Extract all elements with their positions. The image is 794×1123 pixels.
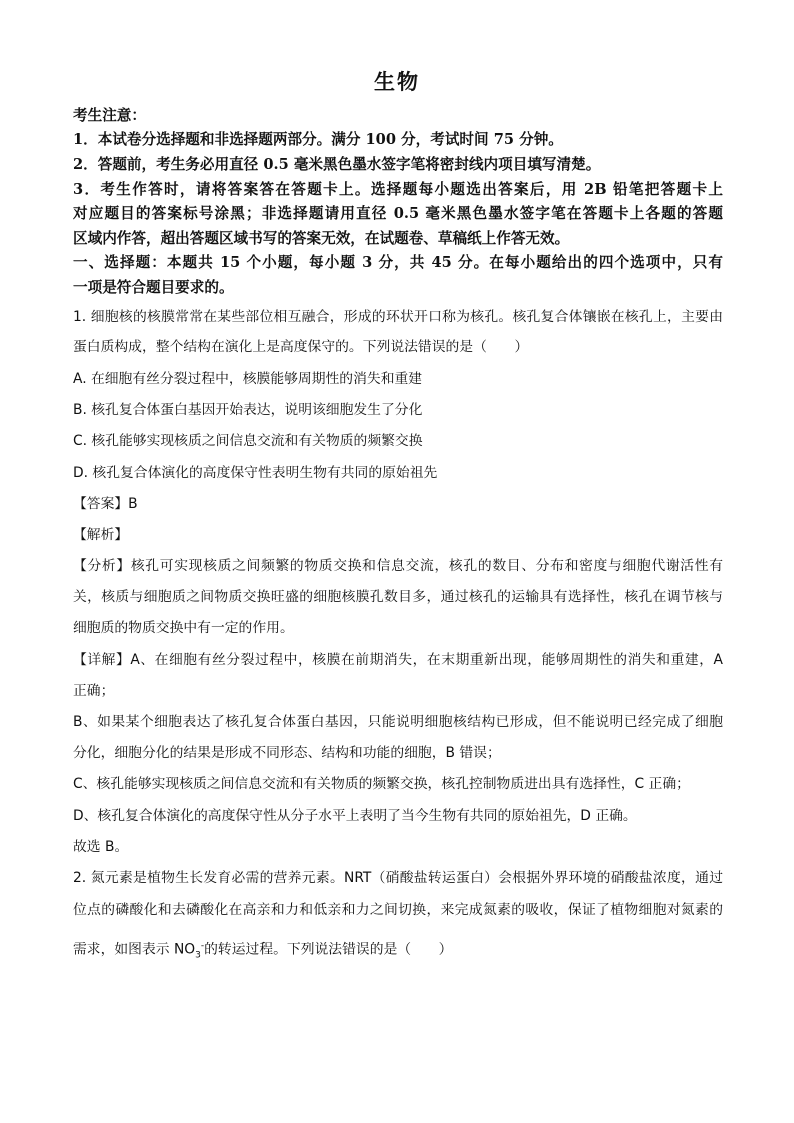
notice-item: 对应题目的答案标号涂黑；非选择题请用直径 0.5 毫米黑色墨水签字笔在答题卡上各题的答题 [73, 205, 723, 222]
question-stem: 2. 氮元素是植物生长发育必需的营养元素。NRT（硝酸盐转运蛋白）会根据外界环境的硝酸盐浓度，通过 [73, 870, 723, 886]
section-heading: 一、选择题：本题共 15 个小题，每小题 3 分，共 45 分。在每小题给出的四个选项中，只有 [73, 254, 723, 271]
analysis-line: 关，核质与细胞质之间物质交换旺盛的细胞核膜孔数目多，通过核孔的运输具有选择性，核孔在调节核与 [73, 589, 723, 605]
notice-item: 3．考生作答时，请将答案答在答题卡上。选择题每小题选出答案后，用 2B 铅笔把答题卡上 [73, 181, 723, 198]
analysis-line: 【分析】核孔可实现核质之间频繁的物质交换和信息交流，核孔的数目、分布和密度与细胞代谢活性有 [73, 558, 723, 574]
stem-text: 需求，如图表示 NO [73, 941, 196, 958]
question-stem: 1. 细胞核的核膜常常在某些部位相互融合，形成的环状开口称为核孔。核孔复合体镶嵌在核孔上，主要由 [73, 309, 723, 325]
question-stem [73, 936, 723, 965]
detail-line: B、如果某个细胞表达了核孔复合体蛋白基因，只能说明细胞核结构已形成，但不能说明已经完成了细胞 [73, 714, 723, 730]
detail-line: 分化，细胞分化的结果是形成不同形态、结构和功能的细胞，B 错误； [73, 745, 501, 761]
notice-heading: 考生注意： [73, 107, 146, 124]
section-heading: 一项是符合题目要求的。 [73, 279, 234, 296]
option-b: B. 核孔复合体蛋白基因开始表达，说明该细胞发生了分化 [73, 402, 423, 418]
question-stem: 蛋白质构成，整个结构在演化上是高度保守的。下列说法错误的是（ ） [73, 339, 529, 355]
analysis-line: 细胞质的物质交换中有一定的作用。 [73, 620, 294, 636]
subscript: 3 [195, 950, 201, 961]
detail-line: C、核孔能够实现核质之间信息交流和有关物质的频繁交换，核孔控制物质进出具有选择性，C 正确； [73, 776, 690, 792]
option-c: C. 核孔能够实现核质之间信息交流和有关物质的频繁交换 [73, 433, 423, 449]
notice-item: 1．本试卷分选择题和非选择题两部分。满分 100 分，考试时间 75 分钟。 [73, 131, 563, 148]
notice-item: 区域内作答，超出答题区域书写的答案无效，在试题卷、草稿纸上作答无效。 [73, 230, 570, 247]
analysis-heading: 【解析】 [73, 527, 129, 543]
page-title: 生物 [374, 69, 420, 94]
answer-label: 【答案】B [73, 496, 138, 512]
question-stem: 位点的磷酸化和去磷酸化在高亲和力和低亲和力之间切换，来完成氮素的吸收，保证了植物细胞对氮素的 [73, 902, 723, 918]
detail-line: 故选 B。 [73, 839, 129, 855]
detail-line: D、核孔复合体演化的高度保守性从分子水平上表明了当今生物有共同的原始祖先，D 正确。 [73, 808, 637, 824]
detail-line: 正确； [73, 683, 115, 699]
detail-line: 【详解】A、在细胞有丝分裂过程中，核膜在前期消失，在末期重新出现，能够周期性的消失和重建，A [73, 652, 723, 668]
stem-text: 的转运过程。下列说法错误的是（ ） [204, 941, 453, 958]
notice-item: 2．答题前，考生务必用直径 0.5 毫米黑色墨水签字笔将密封线内项目填写清楚。 [73, 156, 601, 173]
option-a: A. 在细胞有丝分裂过程中，核膜能够周期性的消失和重建 [73, 371, 423, 387]
superscript: - [200, 941, 205, 951]
option-d: D. 核孔复合体演化的高度保守性表明生物有共同的原始祖先 [73, 465, 438, 481]
